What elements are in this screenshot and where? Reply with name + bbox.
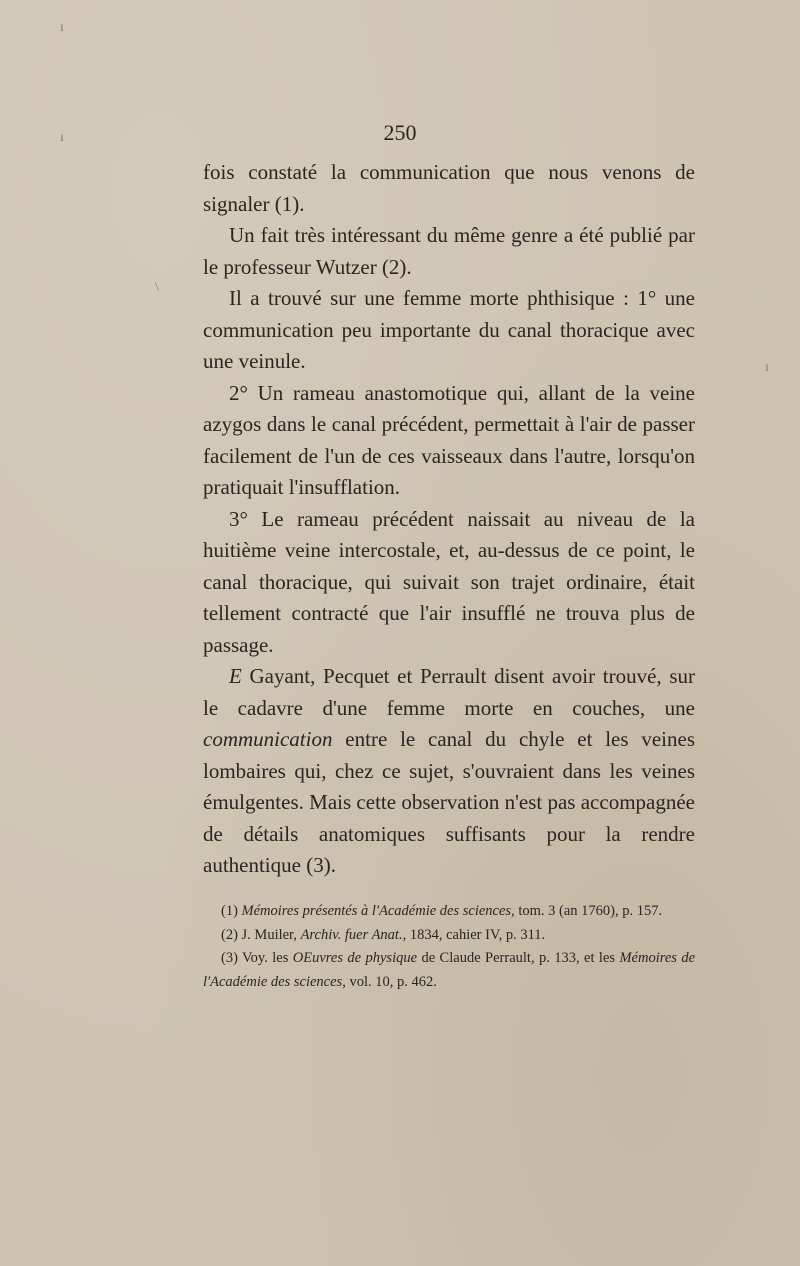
footnote: [203, 924, 695, 948]
paragraph-prefix: E: [229, 664, 242, 688]
footnote-text: de Claude Perrault, p. 133, et les: [417, 950, 620, 966]
main-text: [203, 157, 695, 882]
footnotes: [203, 900, 695, 994]
footnote: [203, 900, 695, 924]
footnote-marker: (1): [221, 903, 242, 919]
emphasized-word: communication: [203, 727, 333, 751]
paragraph: Il a trouvé sur une femme morte phthisique : 1° une communication peu importante du canal thoracique avec une veinule.: [203, 286, 695, 373]
footnote-title: Mémoires présentés à l'Académie des sciences: [241, 903, 512, 919]
paragraph: Un fait très intéressant du même genre a été publié par le professeur Wutzer (2).: [203, 223, 695, 279]
footnote-text: , vol. 10, p. 462.: [342, 973, 437, 990]
paragraph-text: entre le canal du chyle et les veines lombaires qui, chez ce sujet, s'ouvraient dans les veines émulgentes. Mais cette observation n'est pas accompagnée de détails anatomiques suffisants pour la rendre authentique (3).: [203, 727, 695, 877]
footnote-title: OEuvres de physique: [292, 950, 418, 966]
page-number: 250: [383, 120, 417, 145]
footnote-title: Archiv. fuer Anat.: [300, 926, 403, 943]
footnote-marker: (2) J. Muiler,: [221, 926, 301, 943]
paragraph: 3° Le rameau précédent naissait au niveau de la huitième veine intercostale, et, au-dessus de ce point, le canal thoracique, qui suivait son trajet ordinaire, était tellement contracté que l'air insufflé ne trouva plus de passage.: [203, 506, 695, 657]
paragraph-text: Gayant, Pecquet et Perrault disent avoir trouvé, sur le cadavre d'une femme morte en couches, une: [203, 664, 695, 720]
paragraph: fois constaté la communication que nous venons de signaler (1).: [203, 160, 695, 216]
footnote-text: , 1834, cahier IV, p. 311.: [402, 926, 546, 943]
footnote-marker: (3) Voy. les: [221, 950, 293, 966]
footnote-title: Mémoires de l'Académie des sciences: [203, 950, 695, 990]
footnote: [203, 947, 695, 994]
paragraph: [203, 661, 695, 882]
paragraph: 2° Un rameau anastomotique qui, allant de la veine azygos dans le canal précédent, permettait à l'air de passer facilement de l'un de ces vaisseaux dans l'autre, lorsqu'on pratiquait l'insufflation.: [203, 380, 695, 499]
footnote-text: , tom. 3 (an 1760), p. 157.: [511, 903, 663, 919]
